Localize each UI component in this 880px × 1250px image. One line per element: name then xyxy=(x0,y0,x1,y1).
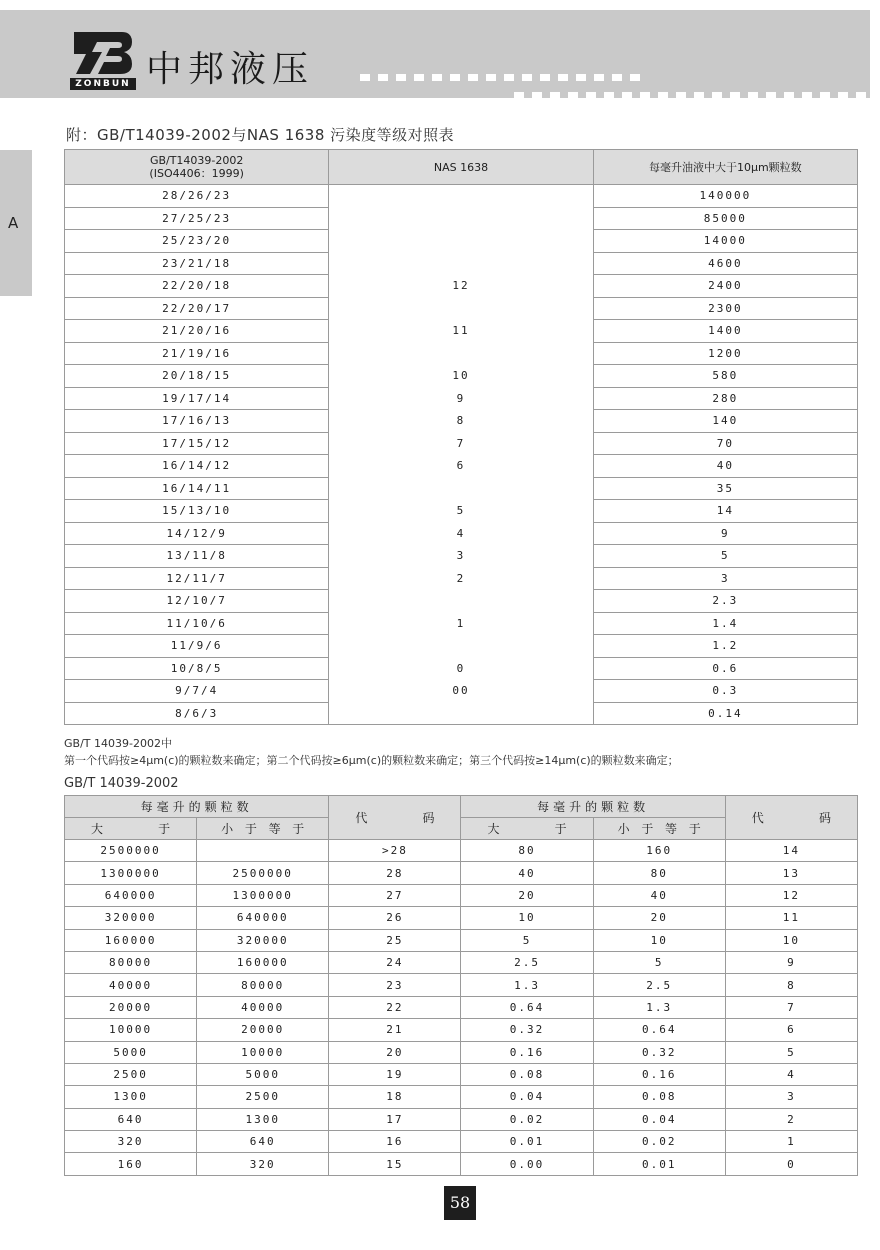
gt-count-cell: 2.5 xyxy=(461,951,593,973)
code-cell: 9 xyxy=(725,951,857,973)
gbt-code-cell: 17/16/13 xyxy=(65,410,329,433)
gbt-code-cell: 12/11/7 xyxy=(65,567,329,590)
code-header-right xyxy=(725,796,857,840)
table-row xyxy=(65,612,858,635)
gt-count-cell: 0.32 xyxy=(461,1019,593,1041)
table-row xyxy=(65,275,858,298)
gbt-code-cell: 25/23/20 xyxy=(65,230,329,253)
contamination-comparison-table xyxy=(64,149,858,725)
particle-count-cell: 0.14 xyxy=(593,702,857,725)
code-cell: 3 xyxy=(725,1086,857,1108)
le-count-cell: 0.16 xyxy=(593,1063,725,1085)
le-char-4: 于 xyxy=(292,822,305,836)
code-char-2: 码 xyxy=(818,811,831,825)
note-heading: GB/T 14039-2002中 xyxy=(64,737,172,750)
table-row xyxy=(65,185,858,208)
decorative-dots-top xyxy=(360,74,640,81)
particle-count-cell: 14000 xyxy=(593,230,857,253)
gt-count-cell: 0.16 xyxy=(461,1041,593,1063)
table-row xyxy=(65,387,858,410)
table-row xyxy=(65,320,858,343)
le-char-3: 等 xyxy=(268,822,281,836)
gt-count-cell: 80 xyxy=(461,840,593,862)
le-count-cell: 80 xyxy=(593,862,725,884)
gt-count-cell: 0.64 xyxy=(461,996,593,1018)
table-row xyxy=(65,635,858,658)
particle-count-cell: 4600 xyxy=(593,252,857,275)
section-letter: A xyxy=(8,214,19,232)
particle-count-cell: 0.6 xyxy=(593,657,857,680)
nas-class-cell xyxy=(329,297,593,320)
code-cell: 21 xyxy=(329,1019,461,1041)
particle-count-cell: 9 xyxy=(593,522,857,545)
gt-count-cell: 2500 xyxy=(65,1063,197,1085)
code-cell: 4 xyxy=(725,1063,857,1085)
gt-count-cell: 320000 xyxy=(65,907,197,929)
table-row xyxy=(65,522,858,545)
group-header-left: 每毫升的颗粒数 xyxy=(65,796,329,818)
le-count-cell: 10 xyxy=(593,929,725,951)
le-count-cell: 1.3 xyxy=(593,996,725,1018)
gt-char-2: 于 xyxy=(158,822,171,836)
code-cell: 12 xyxy=(725,884,857,906)
table-row xyxy=(65,567,858,590)
nas-class-cell xyxy=(329,342,593,365)
le-char-1: 小 xyxy=(221,822,234,836)
le-char-1: 小 xyxy=(617,822,630,836)
le-count-cell: 10000 xyxy=(197,1041,329,1063)
decorative-dots-bottom xyxy=(514,92,866,99)
table2-title: GB/T 14039-2002 xyxy=(64,776,179,791)
code-char-1: 代 xyxy=(355,811,368,825)
le-count-cell: 5000 xyxy=(197,1063,329,1085)
particle-count-cell: 3 xyxy=(593,567,857,590)
table-row xyxy=(65,929,858,951)
nas-class-cell: 4 xyxy=(329,522,593,545)
le-count-cell: 320 xyxy=(197,1153,329,1175)
table-row xyxy=(65,410,858,433)
table-row xyxy=(65,1153,858,1175)
table-row xyxy=(65,252,858,275)
particle-count-cell: 2.3 xyxy=(593,590,857,613)
table-row xyxy=(65,207,858,230)
table1-body xyxy=(65,185,858,725)
code-cell: 27 xyxy=(329,884,461,906)
gt-count-cell: 0.02 xyxy=(461,1108,593,1130)
table-row xyxy=(65,1063,858,1085)
table-row xyxy=(65,365,858,388)
particle-count-cell: 280 xyxy=(593,387,857,410)
gbt-code-cell: 22/20/17 xyxy=(65,297,329,320)
code-cell: 23 xyxy=(329,974,461,996)
table-row xyxy=(65,500,858,523)
table-row xyxy=(65,657,858,680)
table2-body xyxy=(65,840,858,1176)
nas-class-cell: 12 xyxy=(329,275,593,298)
code-cell: 22 xyxy=(329,996,461,1018)
gbt-code-cell: 21/20/16 xyxy=(65,320,329,343)
gt-header-left xyxy=(65,818,197,840)
particle-count-cell: 2400 xyxy=(593,275,857,298)
code-cell: 6 xyxy=(725,1019,857,1041)
table-row xyxy=(65,1108,858,1130)
nas-class-cell: 2 xyxy=(329,567,593,590)
code-cell: 16 xyxy=(329,1131,461,1153)
particle-count-cell: 35 xyxy=(593,477,857,500)
nas-class-cell xyxy=(329,185,593,208)
le-count-cell: 640 xyxy=(197,1131,329,1153)
gt-count-cell: 1300000 xyxy=(65,862,197,884)
table-row xyxy=(65,342,858,365)
particle-count-cell: 5 xyxy=(593,545,857,568)
gt-count-cell: 5000 xyxy=(65,1041,197,1063)
code-cell: 14 xyxy=(725,840,857,862)
le-count-cell: 0.04 xyxy=(593,1108,725,1130)
company-name: 中邦液压 xyxy=(146,49,315,90)
gt-count-cell: 10000 xyxy=(65,1019,197,1041)
nas-class-cell: 9 xyxy=(329,387,593,410)
gbt-code-cell: 23/21/18 xyxy=(65,252,329,275)
gbt-code-cell: 17/15/12 xyxy=(65,432,329,455)
le-count-cell: 0.01 xyxy=(593,1153,725,1175)
code-cell: 17 xyxy=(329,1108,461,1130)
code-cell: 25 xyxy=(329,929,461,951)
gbt-code-cell: 19/17/14 xyxy=(65,387,329,410)
code-header-left xyxy=(329,796,461,840)
particle-count-cell: 0.3 xyxy=(593,680,857,703)
gt-count-cell: 0.04 xyxy=(461,1086,593,1108)
code-cell: 2 xyxy=(725,1108,857,1130)
table-row xyxy=(65,680,858,703)
gt-char-2: 于 xyxy=(554,822,567,836)
table-row xyxy=(65,432,858,455)
le-count-cell: 0.08 xyxy=(593,1086,725,1108)
code-char-1: 代 xyxy=(751,811,764,825)
table-row xyxy=(65,477,858,500)
header-band xyxy=(0,10,870,98)
nas-class-cell: 1 xyxy=(329,612,593,635)
table-row xyxy=(65,1041,858,1063)
code-range-table xyxy=(64,795,858,1176)
gt-count-cell: 0.00 xyxy=(461,1153,593,1175)
code-cell: 20 xyxy=(329,1041,461,1063)
gt-count-cell: 0.01 xyxy=(461,1131,593,1153)
header-gbt-line1: GB/T14039-2002 xyxy=(149,154,244,167)
le-count-cell: 640000 xyxy=(197,907,329,929)
nas-class-cell: 3 xyxy=(329,545,593,568)
gt-count-cell: 0.08 xyxy=(461,1063,593,1085)
table-row xyxy=(65,230,858,253)
table-row xyxy=(65,297,858,320)
gt-count-cell: 160 xyxy=(65,1153,197,1175)
le-count-cell: 1300000 xyxy=(197,884,329,906)
le-count-cell: 2500 xyxy=(197,1086,329,1108)
gt-char-1: 大 xyxy=(91,822,104,836)
particle-count-cell: 70 xyxy=(593,432,857,455)
gt-count-cell: 2500000 xyxy=(65,840,197,862)
table-row xyxy=(65,590,858,613)
code-cell: 24 xyxy=(329,951,461,973)
nas-class-cell: 6 xyxy=(329,455,593,478)
table-header-nas: NAS 1638 xyxy=(329,150,593,185)
code-cell: 7 xyxy=(725,996,857,1018)
gbt-code-cell: 21/19/16 xyxy=(65,342,329,365)
nas-class-cell: 8 xyxy=(329,410,593,433)
nas-class-cell xyxy=(329,590,593,613)
page-number: 58 xyxy=(444,1186,476,1220)
particle-count-cell: 1.4 xyxy=(593,612,857,635)
gbt-code-cell: 11/10/6 xyxy=(65,612,329,635)
table-row xyxy=(65,455,858,478)
gt-count-cell: 1300 xyxy=(65,1086,197,1108)
code-cell: 26 xyxy=(329,907,461,929)
gt-count-cell: 160000 xyxy=(65,929,197,951)
gbt-code-cell: 12/10/7 xyxy=(65,590,329,613)
code-cell: 5 xyxy=(725,1041,857,1063)
code-cell: 11 xyxy=(725,907,857,929)
gbt-code-cell: 15/13/10 xyxy=(65,500,329,523)
gt-count-cell: 320 xyxy=(65,1131,197,1153)
code-cell: 15 xyxy=(329,1153,461,1175)
particle-count-cell: 14 xyxy=(593,500,857,523)
le-count-cell: 40000 xyxy=(197,996,329,1018)
code-cell: >28 xyxy=(329,840,461,862)
nas-class-cell: 11 xyxy=(329,320,593,343)
gt-count-cell: 20000 xyxy=(65,996,197,1018)
le-count-cell: 160 xyxy=(593,840,725,862)
particle-count-cell: 140 xyxy=(593,410,857,433)
gt-header-right xyxy=(461,818,593,840)
gt-char-1: 大 xyxy=(487,822,500,836)
table-row xyxy=(65,907,858,929)
gbt-code-cell: 16/14/11 xyxy=(65,477,329,500)
le-count-cell: 0.64 xyxy=(593,1019,725,1041)
gt-count-cell: 40000 xyxy=(65,974,197,996)
table-row xyxy=(65,951,858,973)
le-count-cell: 0.02 xyxy=(593,1131,725,1153)
le-count-cell: 160000 xyxy=(197,951,329,973)
nas-class-cell xyxy=(329,207,593,230)
particle-count-cell: 1200 xyxy=(593,342,857,365)
le-count-cell: 20000 xyxy=(197,1019,329,1041)
nas-class-cell: 10 xyxy=(329,365,593,388)
le-char-2: 于 xyxy=(641,822,654,836)
table-row xyxy=(65,1086,858,1108)
gt-count-cell: 1.3 xyxy=(461,974,593,996)
table-row xyxy=(65,974,858,996)
table-row xyxy=(65,884,858,906)
nas-class-cell xyxy=(329,230,593,253)
page-title: 附：GB/T14039-2002与NAS 1638 污染度等级对照表 xyxy=(66,126,455,144)
gbt-code-cell: 8/6/3 xyxy=(65,702,329,725)
code-cell: 28 xyxy=(329,862,461,884)
code-cell: 10 xyxy=(725,929,857,951)
particle-count-cell: 1.2 xyxy=(593,635,857,658)
table-header-gbt xyxy=(65,150,329,185)
particle-count-cell: 140000 xyxy=(593,185,857,208)
le-count-cell: 1300 xyxy=(197,1108,329,1130)
particle-count-cell: 40 xyxy=(593,455,857,478)
zb-logo-icon xyxy=(72,28,134,78)
table-row xyxy=(65,702,858,725)
logo-wordmark: ZONBUN xyxy=(70,78,136,90)
gbt-code-cell: 28/26/23 xyxy=(65,185,329,208)
header-gbt-line2: (ISO4406：1999) xyxy=(149,167,244,180)
table-row xyxy=(65,1131,858,1153)
le-count-cell: 40 xyxy=(593,884,725,906)
nas-class-cell: 0 xyxy=(329,657,593,680)
code-cell: 1 xyxy=(725,1131,857,1153)
code-cell: 8 xyxy=(725,974,857,996)
gbt-code-cell: 14/12/9 xyxy=(65,522,329,545)
gbt-code-cell: 9/7/4 xyxy=(65,680,329,703)
code-cell: 18 xyxy=(329,1086,461,1108)
gbt-code-cell: 20/18/15 xyxy=(65,365,329,388)
nas-class-cell: 5 xyxy=(329,500,593,523)
particle-count-cell: 2300 xyxy=(593,297,857,320)
gbt-code-cell: 22/20/18 xyxy=(65,275,329,298)
le-count-cell: 2.5 xyxy=(593,974,725,996)
gt-count-cell: 640 xyxy=(65,1108,197,1130)
particle-count-cell: 1400 xyxy=(593,320,857,343)
le-count-cell: 320000 xyxy=(197,929,329,951)
table-row xyxy=(65,1019,858,1041)
gt-count-cell: 40 xyxy=(461,862,593,884)
le-count-cell: 80000 xyxy=(197,974,329,996)
table-header-particle-count: 每毫升油液中大于10μm颗粒数 xyxy=(593,150,857,185)
gt-count-cell: 20 xyxy=(461,884,593,906)
gbt-code-cell: 27/25/23 xyxy=(65,207,329,230)
gbt-code-cell: 16/14/12 xyxy=(65,455,329,478)
nas-class-cell xyxy=(329,477,593,500)
group-header-right: 每毫升的颗粒数 xyxy=(461,796,725,818)
code-cell: 13 xyxy=(725,862,857,884)
le-header-right xyxy=(593,818,725,840)
le-count-cell: 20 xyxy=(593,907,725,929)
table-row xyxy=(65,545,858,568)
nas-class-cell: 7 xyxy=(329,432,593,455)
nas-class-cell: 00 xyxy=(329,680,593,703)
le-count-cell xyxy=(197,840,329,862)
le-header-left xyxy=(197,818,329,840)
gbt-code-cell: 11/9/6 xyxy=(65,635,329,658)
particle-count-cell: 85000 xyxy=(593,207,857,230)
le-char-4: 于 xyxy=(688,822,701,836)
gt-count-cell: 640000 xyxy=(65,884,197,906)
le-count-cell: 5 xyxy=(593,951,725,973)
le-char-2: 于 xyxy=(244,822,257,836)
le-char-3: 等 xyxy=(665,822,678,836)
table-row xyxy=(65,840,858,862)
gbt-code-cell: 13/11/8 xyxy=(65,545,329,568)
table-row xyxy=(65,862,858,884)
gt-count-cell: 5 xyxy=(461,929,593,951)
note-text: 第一个代码按≥4μm(c)的颗粒数来确定；第二个代码按≥6μm(c)的颗粒数来确定；第三个代码按≥14μm(c)的颗粒数来确定； xyxy=(64,754,679,767)
code-cell: 19 xyxy=(329,1063,461,1085)
gt-count-cell: 80000 xyxy=(65,951,197,973)
le-count-cell: 0.32 xyxy=(593,1041,725,1063)
nas-class-cell xyxy=(329,252,593,275)
nas-class-cell xyxy=(329,635,593,658)
code-cell: 0 xyxy=(725,1153,857,1175)
table-row xyxy=(65,996,858,1018)
particle-count-cell: 580 xyxy=(593,365,857,388)
le-count-cell: 2500000 xyxy=(197,862,329,884)
gbt-code-cell: 10/8/5 xyxy=(65,657,329,680)
nas-class-cell xyxy=(329,702,593,725)
code-char-2: 码 xyxy=(422,811,435,825)
gt-count-cell: 10 xyxy=(461,907,593,929)
